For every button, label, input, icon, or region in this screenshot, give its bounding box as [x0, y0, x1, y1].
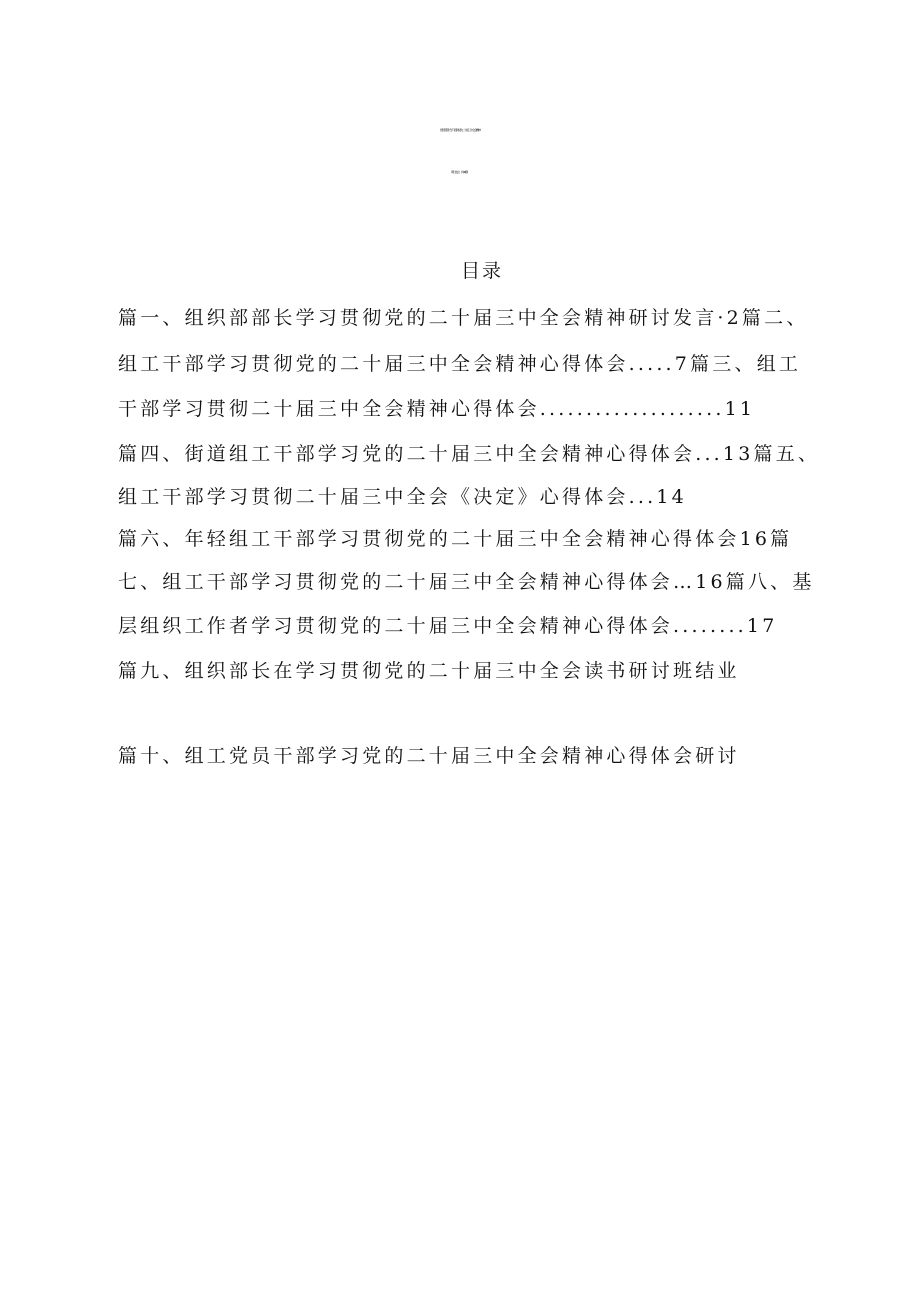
toc-line: 篇九、组织部长在学习贯彻党的二十届三中全会读书研讨班结业 [118, 660, 740, 682]
toc-line: 七、组工干部学习贯彻党的二十届三中全会精神心得体会…16篇八、基 [118, 571, 815, 593]
document-title-line-1: 组织部部长学习贯彻党的二十届三中全会精神 [439, 128, 480, 132]
toc-line: 层组织工作者学习贯彻党的二十届三中全会精神心得体会........17 [118, 615, 778, 637]
toc-line: 干部学习贯彻二十届三中全会精神心得体会....................11 [118, 398, 756, 420]
toc-line: 篇十、组工党员干部学习党的二十届三中全会精神心得体会研讨 [118, 745, 740, 767]
toc-line: 篇四、街道组工干部学习党的二十届三中全会精神心得体会...13篇五、 [118, 443, 821, 465]
toc-line: 篇六、年轻组工干部学习贯彻党的二十届三中全会精神心得体会16篇 [118, 528, 793, 550]
toc-line: 篇一、组织部部长学习贯彻党的二十届三中全会精神研讨发言·2篇二、 [118, 307, 809, 329]
toc-heading: 目录 [460, 260, 503, 282]
toc-line: 组工干部学习贯彻党的二十届三中全会精神心得体会.....7篇三、组工 [118, 353, 802, 375]
document-title-line-2: 研讨发言（共12篇） [451, 170, 469, 174]
toc-line: 组工干部学习贯彻二十届三中全会《决定》心得体会...14 [118, 486, 687, 508]
